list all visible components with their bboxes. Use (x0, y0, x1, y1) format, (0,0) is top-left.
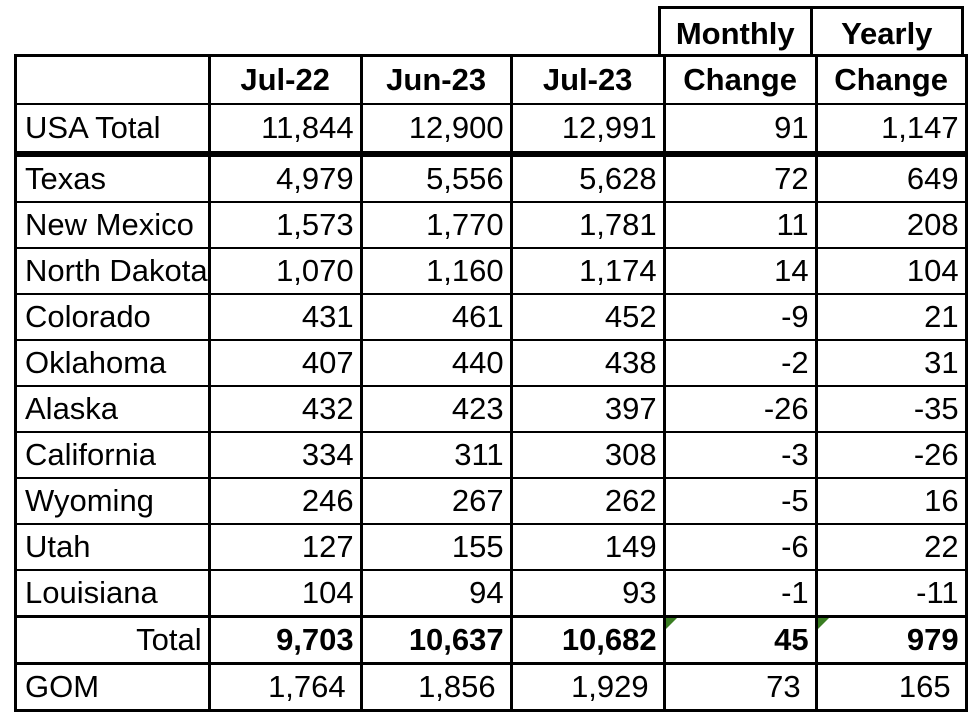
table-row (16, 154, 967, 202)
row-label[interactable]: Oklahoma (16, 340, 210, 386)
cell-jul-23[interactable]: 1,781 (511, 202, 664, 248)
row-label[interactable]: Colorado (16, 294, 210, 340)
row-label[interactable]: Texas (16, 154, 210, 202)
yearly-group-label: Yearly (810, 9, 962, 57)
cell-jul-23[interactable]: 308 (511, 432, 664, 478)
production-table (14, 54, 968, 712)
cell-monthly-change[interactable]: -1 (664, 570, 816, 617)
error-indicator-icon[interactable] (666, 618, 677, 629)
cell-monthly-change[interactable]: -5 (664, 478, 816, 524)
cell-jul-23[interactable]: 12,991 (511, 104, 664, 154)
table-row (16, 294, 967, 340)
cell-jul-22[interactable]: 104 (209, 570, 361, 617)
col-header-yearly-change: Change (816, 56, 966, 104)
table-row (16, 478, 967, 524)
cell-monthly-change[interactable]: 14 (664, 248, 816, 294)
row-label[interactable]: Utah (16, 524, 210, 570)
cell-jun-23[interactable]: 440 (361, 340, 511, 386)
cell-jul-23[interactable]: 452 (511, 294, 664, 340)
row-label[interactable]: California (16, 432, 210, 478)
cell-jul-22[interactable]: 1,070 (209, 248, 361, 294)
cell-jul-22[interactable]: 1,573 (209, 202, 361, 248)
cell-monthly-change[interactable]: 11 (664, 202, 816, 248)
row-label[interactable]: GOM (16, 663, 210, 710)
total-row (16, 616, 967, 663)
cell-yearly-change[interactable]: -26 (816, 432, 966, 478)
cell-jul-23[interactable]: 93 (511, 570, 664, 617)
cell-jul-22[interactable]: 431 (209, 294, 361, 340)
table-row (16, 340, 967, 386)
cell-jul-22[interactable]: 1,764 (209, 663, 361, 710)
table-row (16, 570, 967, 617)
cell-jun-23[interactable]: 461 (361, 294, 511, 340)
table-row (16, 524, 967, 570)
cell-monthly-change[interactable]: 73 (664, 663, 816, 710)
cell-jul-22[interactable]: 407 (209, 340, 361, 386)
col-header-monthly-change: Change (664, 56, 816, 104)
row-label[interactable]: USA Total (16, 104, 210, 154)
cell-jul-23[interactable]: 10,682 (511, 616, 664, 663)
cell-yearly-change[interactable]: 208 (816, 202, 966, 248)
cell-jul-22[interactable]: 246 (209, 478, 361, 524)
cell-monthly-change[interactable]: 91 (664, 104, 816, 154)
error-indicator-icon[interactable] (818, 618, 829, 629)
table-row (16, 248, 967, 294)
monthly-group-label: Monthly (675, 16, 795, 51)
cell-jul-22[interactable]: 9,703 (209, 616, 361, 663)
row-label[interactable]: New Mexico (16, 202, 210, 248)
cell-jun-23[interactable]: 10,637 (361, 616, 511, 663)
header-row (16, 56, 967, 104)
cell-jul-22[interactable]: 432 (209, 386, 361, 432)
row-label[interactable]: Alaska (16, 386, 210, 432)
table-row (16, 202, 967, 248)
cell-jul-22[interactable]: 334 (209, 432, 361, 478)
cell-jun-23[interactable]: 267 (361, 478, 511, 524)
cell-jun-23[interactable]: 1,160 (361, 248, 511, 294)
cell-jun-23[interactable]: 311 (361, 432, 511, 478)
table-row (16, 432, 967, 478)
change-group-header (658, 6, 964, 57)
cell-monthly-change[interactable]: 72 (664, 154, 816, 202)
cell-monthly-change[interactable]: -3 (664, 432, 816, 478)
cell-jul-23[interactable]: 5,628 (511, 154, 664, 202)
cell-yearly-change[interactable]: 165 (816, 663, 966, 710)
row-label[interactable]: North Dakota (16, 248, 210, 294)
cell-yearly-change[interactable]: 1,147 (816, 104, 966, 154)
cell-monthly-change[interactable]: -2 (664, 340, 816, 386)
gom-row (16, 663, 967, 710)
cell-yearly-change[interactable]: 104 (816, 248, 966, 294)
cell-monthly-change[interactable]: -9 (664, 294, 816, 340)
cell-jul-22[interactable]: 11,844 (209, 104, 361, 154)
cell-jun-23[interactable]: 12,900 (361, 104, 511, 154)
row-label[interactable]: Louisiana (16, 570, 210, 617)
cell-yearly-change[interactable]: 21 (816, 294, 966, 340)
cell-jul-23[interactable]: 397 (511, 386, 664, 432)
cell-yearly-change[interactable]: 22 (816, 524, 966, 570)
cell-jun-23[interactable]: 423 (361, 386, 511, 432)
cell-monthly-change[interactable]: -6 (664, 524, 816, 570)
cell-jun-23[interactable]: 155 (361, 524, 511, 570)
row-label[interactable]: Total (16, 616, 210, 663)
cell-jul-23[interactable]: 262 (511, 478, 664, 524)
cell-yearly-change[interactable]: -11 (816, 570, 966, 617)
cell-monthly-change[interactable]: -26 (664, 386, 816, 432)
cell-jul-22[interactable]: 4,979 (209, 154, 361, 202)
row-label[interactable]: Wyoming (16, 478, 210, 524)
col-header-jul-22: Jul-22 (209, 56, 361, 104)
cell-jun-23[interactable]: 94 (361, 570, 511, 617)
cell-jun-23[interactable]: 5,556 (361, 154, 511, 202)
col-header-jul-23: Jul-23 (511, 56, 664, 104)
header-corner (16, 56, 210, 104)
cell-yearly-change[interactable]: 979 (816, 616, 966, 663)
cell-jul-23[interactable]: 1,174 (511, 248, 664, 294)
usa-total-row (16, 104, 967, 154)
cell-yearly-change[interactable]: 31 (816, 340, 966, 386)
cell-jun-23[interactable]: 1,770 (361, 202, 511, 248)
cell-jul-23[interactable]: 438 (511, 340, 664, 386)
cell-jul-23[interactable]: 149 (511, 524, 664, 570)
cell-yearly-change[interactable]: 649 (816, 154, 966, 202)
cell-yearly-change[interactable]: 16 (816, 478, 966, 524)
col-header-jun-23: Jun-23 (361, 56, 511, 104)
cell-monthly-change[interactable]: 45 (664, 616, 816, 663)
cell-yearly-change[interactable]: -35 (816, 386, 966, 432)
table-row (16, 386, 967, 432)
cell-jun-23[interactable]: 1,856 (361, 663, 511, 710)
cell-jul-22[interactable]: 127 (209, 524, 361, 570)
cell-jul-23[interactable]: 1,929 (511, 663, 664, 710)
